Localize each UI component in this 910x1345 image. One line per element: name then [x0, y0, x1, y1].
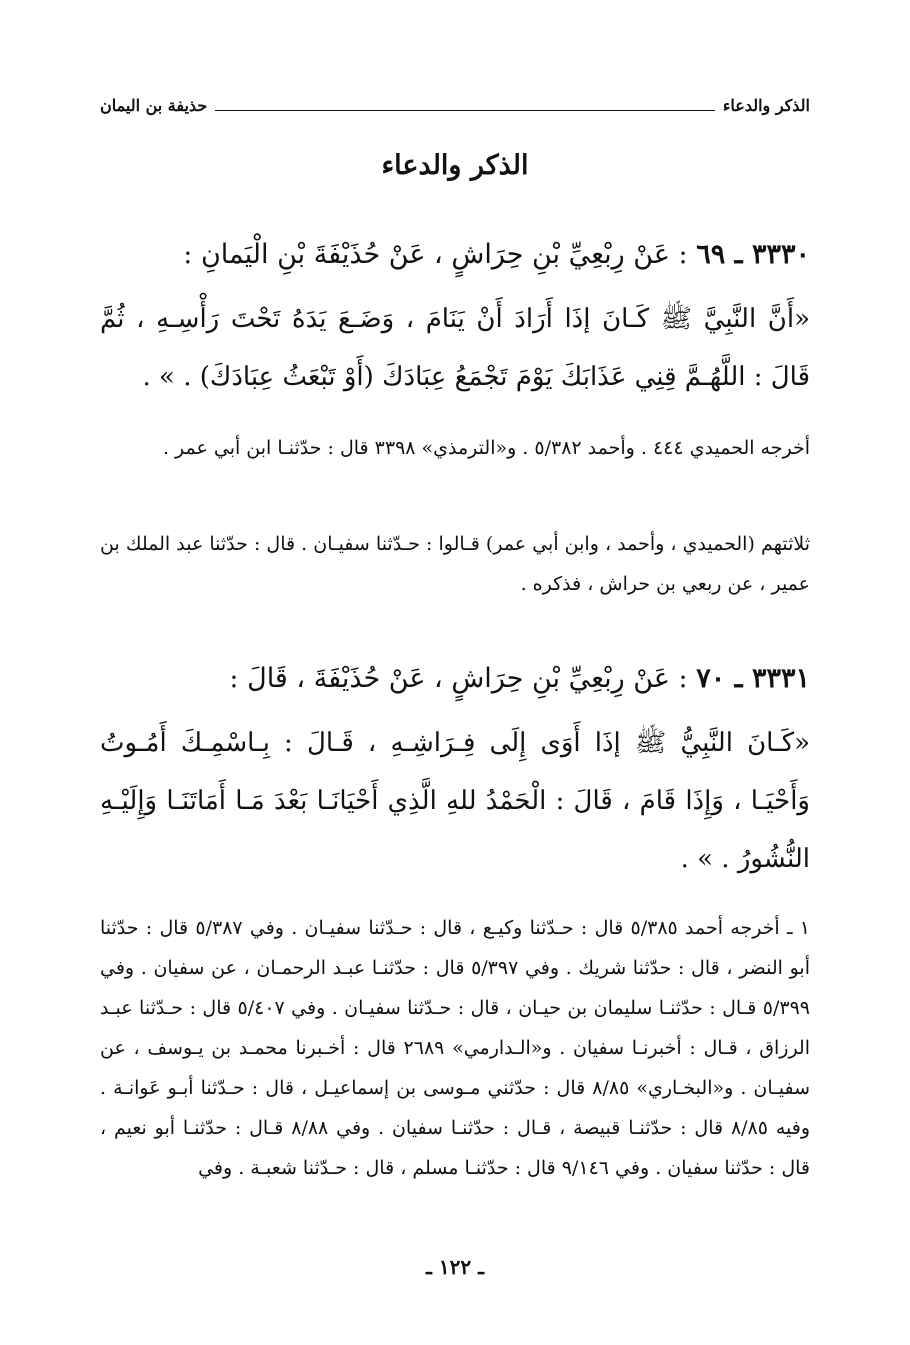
running-header: [100, 96, 810, 116]
header-book-title: حذيفة بن اليمان: [100, 96, 208, 115]
takhrij-note: ثلاثتهم (الحميدي ، وأحمد ، وابن أبي عمر) قـالوا : حـدّثنا سفيـان . قال : حدّثنا عبد الملك بن عمير ، عن ربعي بن حراش ، فذكره .: [100, 533, 810, 595]
hadith-text: «أَنَّ النَّبِيَّ ﷺ كَـانَ إذَا أَرَادَ أَنْ يَنَامَ ، وَضَـعَ يَدَهُ تَحْتَ رَأْسِـهِ ، ثُمَّ قَالَ : اللَّهُـمَّ قِنِي عَذَابَكَ يَوْمَ تَجْمَعُ عِبَادَكَ (أَوْ تَبْعَثُ عِبَادَكَ) . » .: [100, 304, 810, 392]
hadith-chain: : عَنْ رِبْعِيِّ بْنِ حِرَاشٍ ، عَنْ حُذَيْفَةَ بْنِ الْيَمانِ :: [183, 239, 688, 270]
section-title: الذكر والدعاء: [381, 150, 529, 181]
hadith-heading: [100, 236, 810, 274]
hadith-text: «كَـانَ النَّبِيُّ ﷺ إذَا أَوَى إِلَى فِـرَاشِـهِ ، قَـالَ : بِـاسْمِـكَ أَمُـوتُ وَأَحْيَـا ، وَإِذَا قَامَ ، قَالَ : الْحَمْدُ للهِ الَّذِي أَحْيَانَـا بَعْدَ مَـا أَمَاتَنَـا وَإِلَيْـهِ النُّشُورُ . » .: [100, 728, 810, 874]
hadith-number: ٣٣٣٠ ـ ٦٩: [696, 239, 810, 270]
header-rule: [215, 110, 715, 111]
hadith-heading: [100, 660, 810, 698]
page-number: ـ ١٢٢ ـ: [426, 1255, 484, 1279]
takhrij-note: ١ ـ أخرجه أحمد ٥/٣٨٥ قال : حـدّثنا وكيـع ، قال : حـدّثنا سفيـان . وفي ٥/٣٨٧ قال : حدّثنا أبو النضر ، قال : حدّثنا شريك . وفي ٥/٣٩٧ قال : حدّثنـا عبـد الرحمـان ، عن سفيان . وفي ٥/٣٩٩ قـال : حدّثنـا سليمان بن حيـان ، قال : حـدّثنا سفيـان . وفي ٥/٤٠٧ قال : حـدّثنا عبـد الرزاق ، قـال : أخبرنـا سفيان . و«الـدارمي» ٢٦٨٩ قال : أخـبرنا محمـد بن يـوسف ، عن سفيـان . و«البخـاري» ٨/٨٥ قال : حدّثني مـوسى بن إسماعيـل ، قال : حـدّثنا أبـو عَوانـة . وفيه ٨/٨٥ قال : حدّثنـا قبيصة ، قـال : حدّثنـا سفيان . وفي ٨/٨٨ قـال : حدّثنـا أبو نعيم ، قال : حدّثنا سفيان . وفي ٩/١٤٦ قال : حدّثنـا مسلم ، قال : حـدّثنا شعبـة . وفي: [100, 917, 811, 1179]
header-chapter-title: الذكر والدعاء: [722, 96, 810, 115]
hadith-number: ٣٣٣١ ـ ٧٠: [696, 663, 810, 694]
takhrij-note: أخرجه الحميدي ٤٤٤ . وأحمد ٥/٣٨٢ . و«الترمذي» ٣٣٩٨ قال : حدّثنـا ابن أبي عمر .: [162, 437, 810, 459]
hadith-chain: : عَنْ رِبْعِيِّ بْنِ حِرَاشٍ ، عَنْ حُذَيْفَةَ ، قَالَ :: [229, 663, 688, 694]
